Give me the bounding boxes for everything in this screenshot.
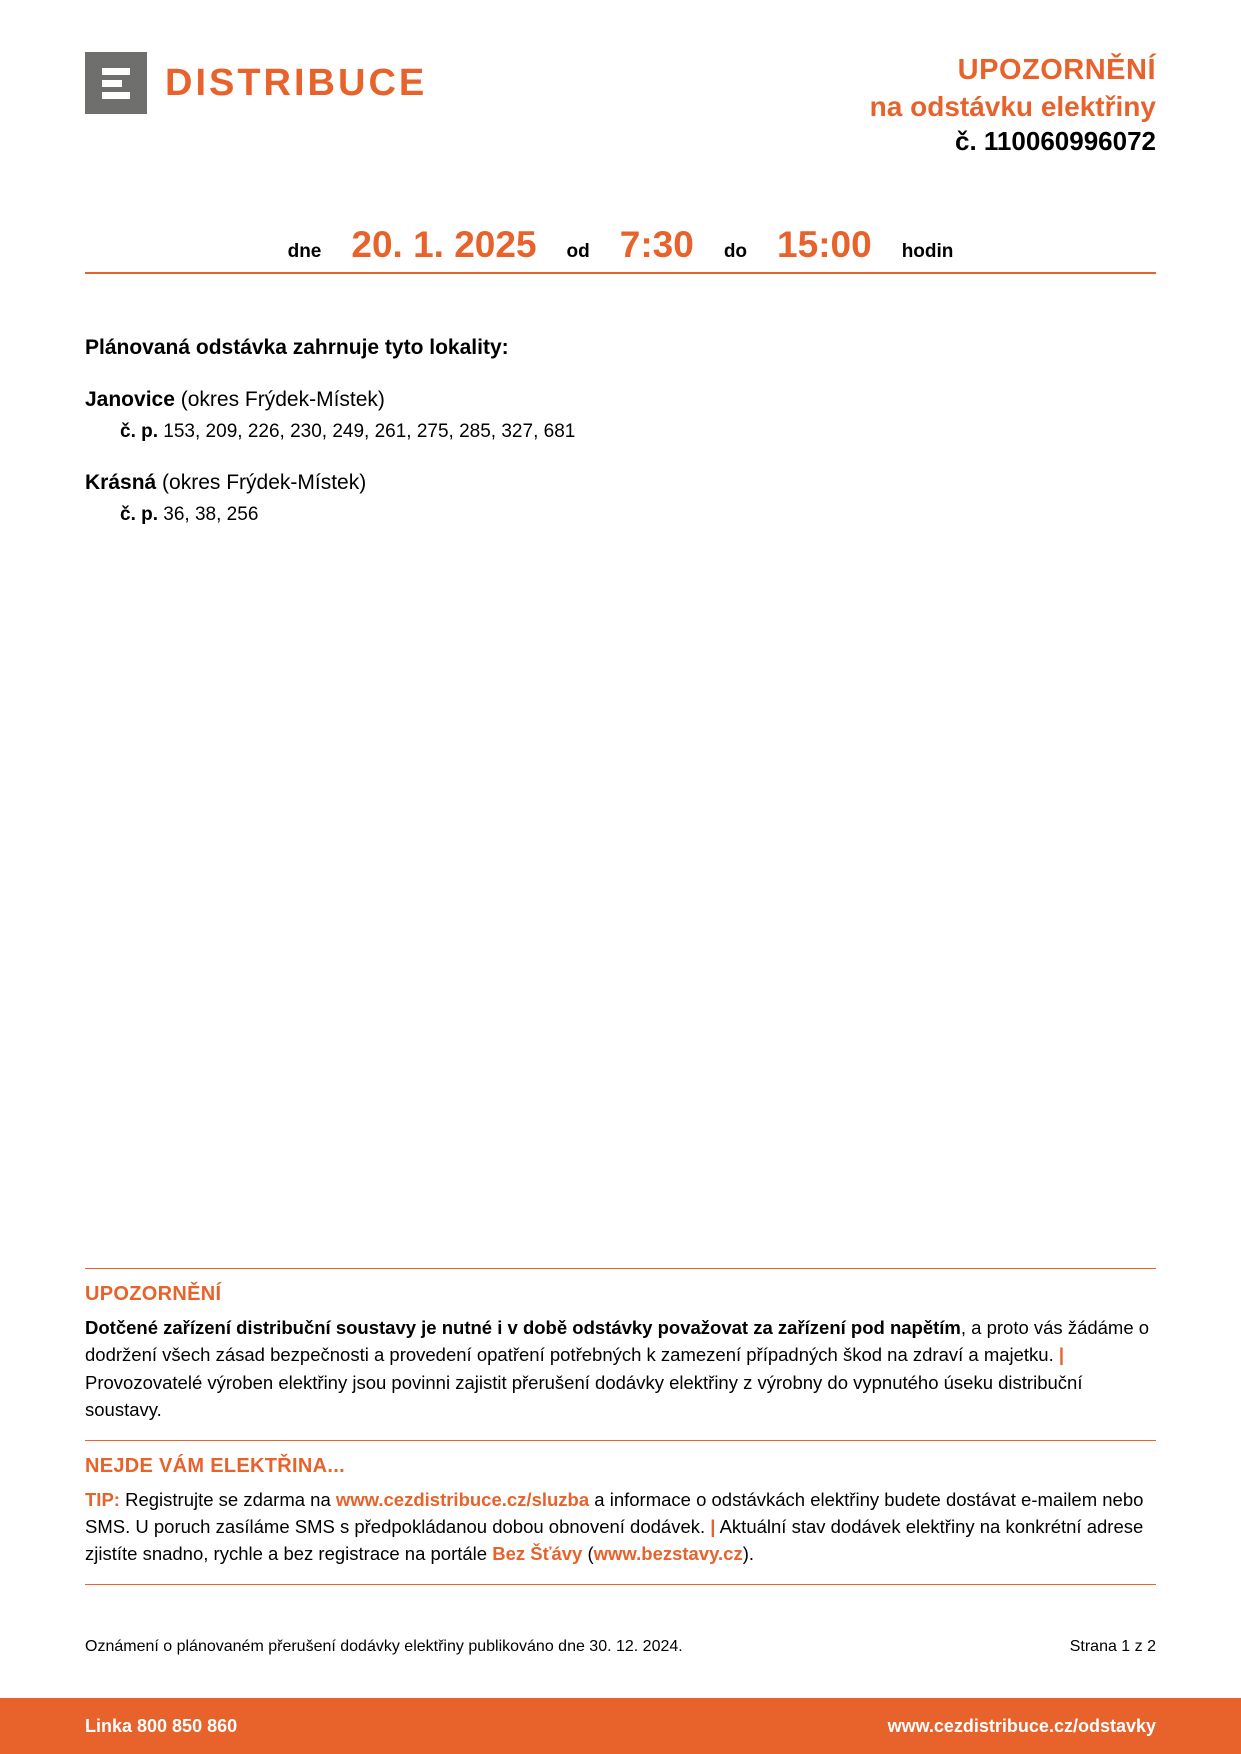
notice-text-1: Registrujte se zdarma na: [119, 1488, 336, 1510]
locality-numbers-row: [120, 421, 1156, 443]
notice-warning-lead: Dotčené zařízení distribuční soustavy je nutné i v době odstávky považovat za zařízení pod napětím: [85, 1317, 961, 1338]
cp-label: č. p.: [120, 421, 159, 443]
locality-name-row: [85, 388, 1156, 412]
outage-datetime-row: [85, 224, 1156, 274]
notice-warning-text: [85, 1314, 1156, 1424]
notice-text-5: ).: [742, 1543, 755, 1565]
notice-no-power: [85, 1441, 1156, 1584]
page-title: Plánovaná odstávka zahrnuje tyto lokality:: [85, 336, 509, 360]
notice-divider-pipe: |: [710, 1515, 716, 1537]
notice-text-4: (: [582, 1543, 594, 1565]
list-item: [85, 388, 1156, 443]
service-link[interactable]: www.cezdistribuce.cz/sluzba: [335, 1488, 590, 1510]
document-header: [85, 0, 1156, 158]
locality-district: (okres Frýdek-Místek): [180, 388, 385, 412]
footer-web-link[interactable]: www.cezdistribuce.cz/odstavky: [887, 1715, 1156, 1736]
tip-label: TIP:: [85, 1488, 120, 1510]
footer-phone: Linka 800 850 860: [85, 1715, 238, 1736]
notice-divider-pipe: |: [1058, 1344, 1065, 1366]
outage-date: 20. 1. 2025: [351, 224, 537, 266]
label-hours: hodin: [901, 241, 954, 263]
document-title-block: [870, 52, 1156, 158]
locality-name-row: [85, 471, 1156, 495]
notice-no-power-text: [85, 1486, 1156, 1568]
notice-no-power-heading: NEJDE VÁM ELEKTŘINA...: [85, 1454, 345, 1477]
locality-name: Krásná: [85, 471, 157, 495]
notice-warning: [85, 1269, 1156, 1440]
divider: [85, 1584, 1156, 1585]
notice-warning-heading: UPOZORNĚNÍ: [85, 1283, 222, 1305]
notice-warning-text-1: , a proto vás žádáme o dodržení všech zásad bezpečnosti a provedení opatření potřebných k zamezení případných škod na zdraví a majetku.: [85, 1317, 1150, 1366]
label-to: do: [723, 241, 748, 263]
locality-district: (okres Frýdek-Místek): [162, 471, 367, 495]
brand-name: DISTRIBUCE: [165, 61, 428, 104]
brand-block: [85, 52, 427, 114]
notice-text-3: Aktuální stav dodávek elektřiny na konkrétní adrese zjistíte snadno, rychle a bez registrace na portále: [85, 1515, 1144, 1565]
publication-note: Oznámení o plánovaném přerušení dodávky elektřiny publikováno dne 30. 12. 2024.: [85, 1638, 683, 1655]
outage-time-to: 15:00: [777, 224, 872, 266]
footer-bar: [0, 1698, 1241, 1754]
notice-text-2: a informace o odstávkách elektřiny budete dostávat e-mailem nebo SMS. U poruch zasíláme SMS s předpokládanou dobou obnovení dodávek.: [85, 1488, 1144, 1537]
bezstavy-brand: Bez Šťávy: [492, 1543, 583, 1565]
locality-numbers-row: [120, 504, 1156, 526]
document-subtitle: na odstávku elektřiny: [869, 91, 1156, 123]
cez-logo-icon: [85, 52, 147, 114]
notices-block: [85, 1268, 1156, 1585]
notice-warning-text-2: Provozovatelé výroben elektřiny jsou povinni zajistit přerušení dodávky elektřiny z výrobny do vypnutého úseku distribuční soustavy.: [85, 1371, 1083, 1421]
page-number: Strana 1 z 2: [1069, 1638, 1156, 1655]
cp-values: 36, 38, 256: [163, 504, 259, 526]
footnote: [85, 1638, 1156, 1656]
outage-time-from: 7:30: [619, 224, 694, 266]
label-day: dne: [287, 241, 322, 263]
label-from: od: [566, 241, 590, 263]
document-title: UPOZORNĚNÍ: [957, 54, 1156, 86]
cp-label: č. p.: [120, 504, 159, 526]
document-number: č. 110060996072: [955, 125, 1156, 156]
locality-name: Janovice: [85, 388, 175, 412]
cp-values: 153, 209, 226, 230, 249, 261, 275, 285, 327, 681: [163, 421, 576, 443]
bezstavy-link[interactable]: www.bezstavy.cz: [593, 1543, 743, 1565]
list-item: [85, 471, 1156, 526]
